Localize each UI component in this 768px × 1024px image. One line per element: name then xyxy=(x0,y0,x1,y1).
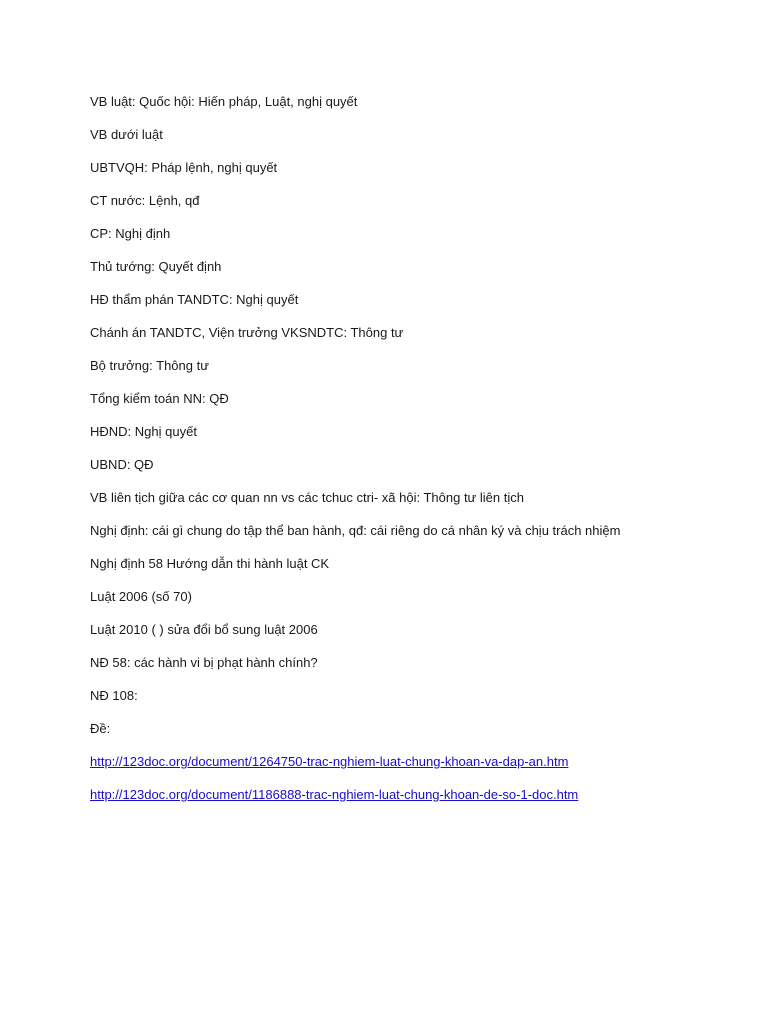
link-line xyxy=(90,752,728,785)
text-line: Nghị định: cái gì chung do tập thể ban hành, qđ: cái riêng do cá nhân ký và chịu trách nhiệm xyxy=(90,523,621,538)
text-line: NĐ 58: các hành vi bị phạt hành chính? xyxy=(90,655,318,670)
text-line: NĐ 108: xyxy=(90,688,138,703)
text-line: Thủ tướng: Quyết định xyxy=(90,259,222,274)
text-line: CP: Nghị định xyxy=(90,226,171,241)
document-link[interactable]: http://123doc.org/document/1186888-trac-nghiem-luat-chung-khoan-de-so-1-doc.htm xyxy=(90,787,579,802)
text-line: Luật 2006 (số 70) xyxy=(90,589,192,604)
text-line: Tổng kiểm toán NN: QĐ xyxy=(90,391,229,406)
text-line: VB dưới luật xyxy=(90,127,163,142)
text-line: UBND: QĐ xyxy=(90,457,154,472)
text-line: HĐ thẩm phán TANDTC: Nghị quyết xyxy=(90,292,299,307)
text-line: UBTVQH: Pháp lệnh, nghị quyết xyxy=(90,160,278,175)
text-line: VB luật: Quốc hội: Hiến pháp, Luật, nghị quyết xyxy=(90,94,358,109)
text-line: Đề: xyxy=(90,721,111,736)
text-line: CT nước: Lệnh, qđ xyxy=(90,193,200,208)
document-link[interactable]: http://123doc.org/document/1264750-trac-nghiem-luat-chung-khoan-va-dap-an.htm xyxy=(90,754,569,769)
text-line: Chánh án TANDTC, Viện trưởng VKSNDTC: Thông tư xyxy=(90,325,404,340)
text-line: Luật 2010 ( ) sửa đổi bổ sung luật 2006 xyxy=(90,622,318,637)
text-line: Bộ trưởng: Thông tư xyxy=(90,358,209,373)
text-line: HĐND: Nghị quyết xyxy=(90,424,197,439)
link-line xyxy=(90,785,728,818)
text-line: Nghị định 58 Hướng dẫn thi hành luật CK xyxy=(90,556,330,571)
text-line: VB liên tịch giữa các cơ quan nn vs các tchuc ctri- xã hội: Thông tư liên tịch xyxy=(90,490,524,505)
